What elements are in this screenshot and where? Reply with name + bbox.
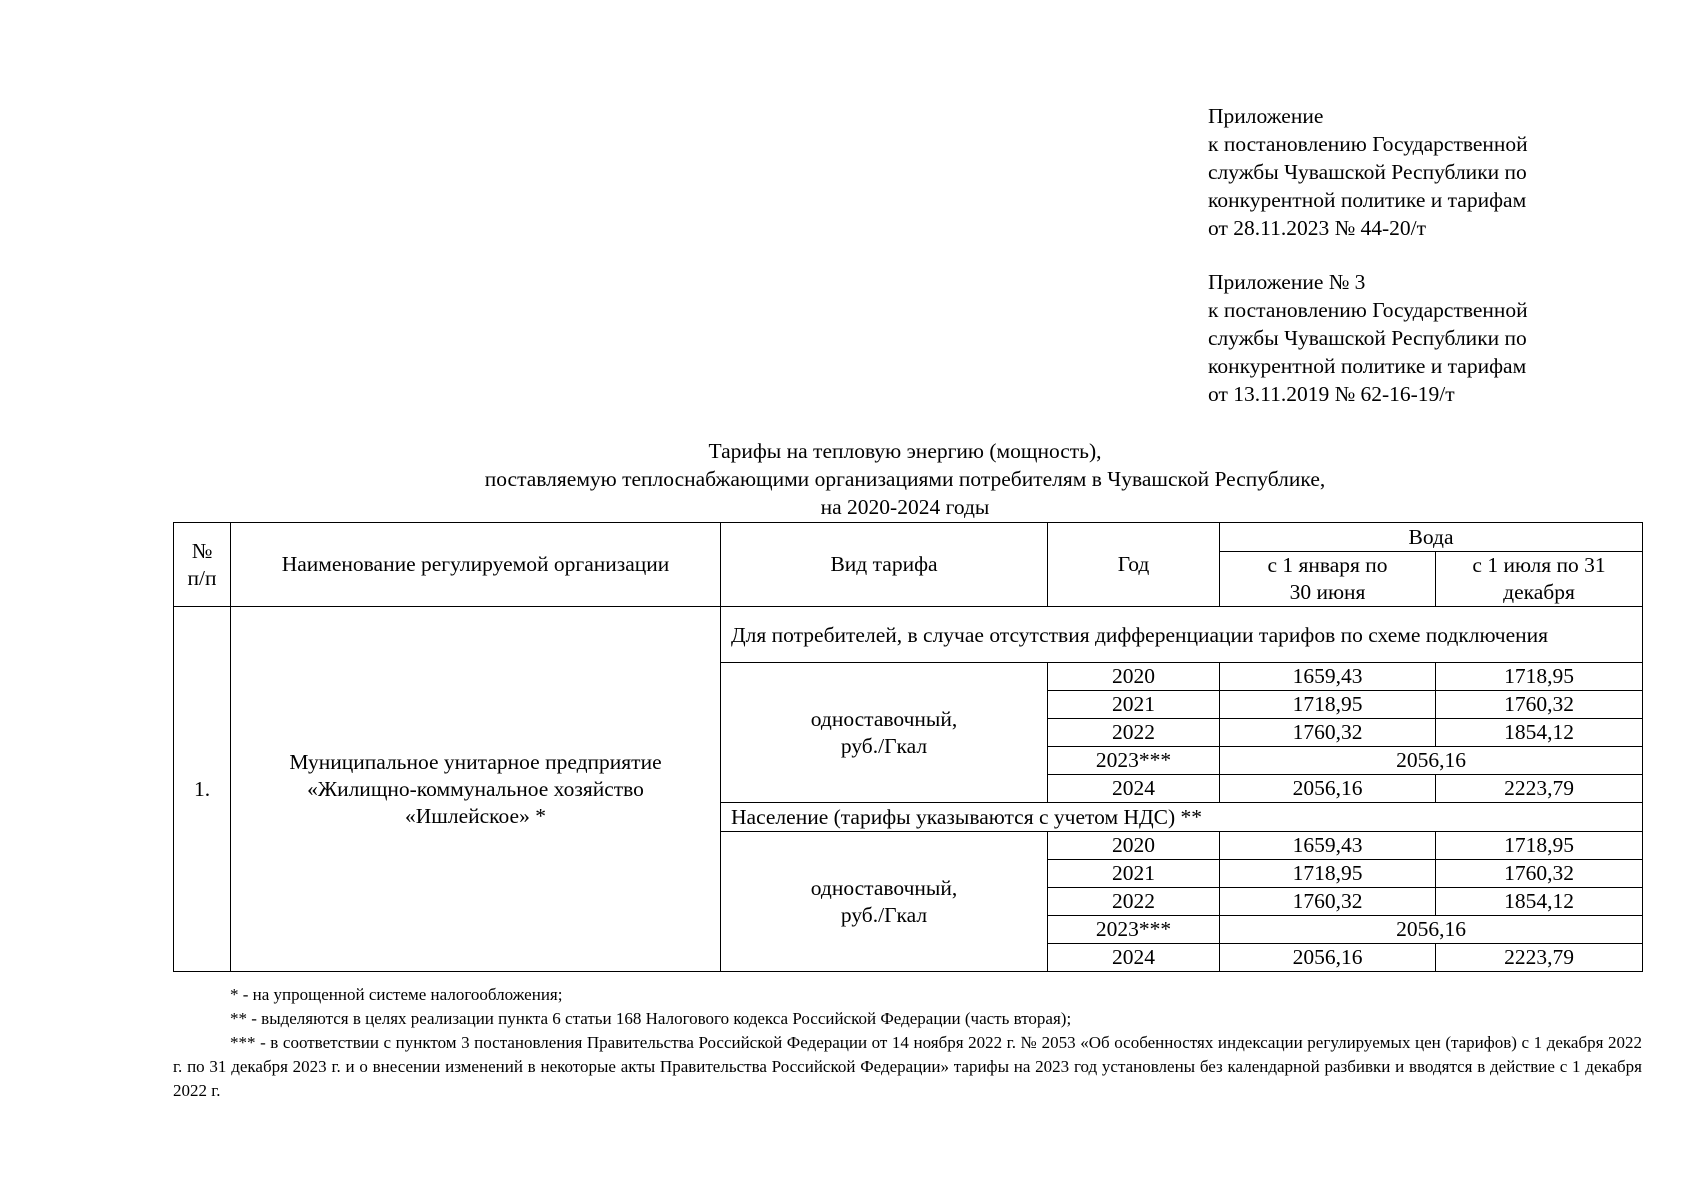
footnote: ** - выделяются в целях реализации пункта 6 статьи 168 Налогового кодекса Российской Федерации (часть вторая);	[230, 1009, 1072, 1028]
appendix-line: службы Чувашской Республики по	[1208, 160, 1527, 184]
tariff-type-cell: одноставочный, руб./Гкал	[721, 663, 1048, 803]
value-merged: 2056,16	[1220, 747, 1643, 775]
appendix-line: к постановлению Государственной	[1208, 298, 1528, 322]
footnote: * - на упрощенной системе налогообложения;	[230, 985, 563, 1004]
year-cell: 2021	[1048, 860, 1220, 888]
year-cell: 2021	[1048, 691, 1220, 719]
section-row	[174, 607, 1643, 663]
header-year: Год	[1048, 523, 1220, 607]
header-organization: Наименование регулируемой организации	[231, 523, 721, 607]
year-cell: 2020	[1048, 832, 1220, 860]
appendix-note-original	[1208, 268, 1528, 408]
header-tariff-type: Вид тарифа	[721, 523, 1048, 607]
organization-name: Муниципальное унитарное предприятие «Жилищно-коммунальное хозяйство «Ишлейское» *	[231, 607, 721, 972]
value-h2: 1760,32	[1436, 860, 1643, 888]
value-h2: 2223,79	[1436, 944, 1643, 972]
value-h1: 1718,95	[1220, 860, 1436, 888]
value-h2: 1760,32	[1436, 691, 1643, 719]
header-water: Вода	[1220, 523, 1643, 552]
document-title	[170, 437, 1640, 521]
footnotes	[173, 983, 1642, 1103]
tariff-type-cell: одноставочный, руб./Гкал	[721, 832, 1048, 972]
title-line: Тарифы на тепловую энергию (мощность),	[708, 439, 1102, 463]
value-h1: 1760,32	[1220, 719, 1436, 747]
value-h2: 1854,12	[1436, 888, 1643, 916]
footnote: *** - в соответствии с пунктом 3 постановления Правительства Российской Федерации от 14 ноября 2022 г. № 2053 «Об особенностях индексации регулируемых цен (тарифов) с 1 декабря 2022 г. по 31 декабря 2023 г. и о внесении изменений в некоторые акты Правительства Российской Федерации» тарифы на 2023 год установлены без календарной разбивки и вводятся в действие с 1 декабря 2022 г.	[173, 1033, 1642, 1100]
value-h2: 2223,79	[1436, 775, 1643, 803]
year-cell: 2024	[1048, 944, 1220, 972]
appendix-line: Приложение	[1208, 104, 1324, 128]
year-cell: 2023***	[1048, 916, 1220, 944]
value-h2: 1718,95	[1436, 832, 1643, 860]
year-cell: 2020	[1048, 663, 1220, 691]
value-h1: 1659,43	[1220, 663, 1436, 691]
year-cell: 2022	[1048, 719, 1220, 747]
tariff-table	[173, 522, 1643, 972]
value-h1: 1718,95	[1220, 691, 1436, 719]
appendix-line: к постановлению Государственной	[1208, 132, 1528, 156]
value-h1: 2056,16	[1220, 944, 1436, 972]
value-h2: 1854,12	[1436, 719, 1643, 747]
value-h2: 1718,95	[1436, 663, 1643, 691]
appendix-line: конкурентной политике и тарифам	[1208, 188, 1527, 212]
year-cell: 2024	[1048, 775, 1220, 803]
appendix-line: от 28.11.2023 № 44-20/т	[1208, 216, 1426, 240]
value-h1: 1659,43	[1220, 832, 1436, 860]
appendix-line: службы Чувашской Республики по	[1208, 326, 1527, 350]
section-title: Население (тарифы указываются с учетом НДС) **	[721, 803, 1643, 832]
appendix-line: Приложение № 3	[1208, 270, 1366, 294]
table-header-row	[174, 523, 1643, 552]
row-number: 1.	[174, 607, 231, 972]
title-line: на 2020-2024 годы	[820, 495, 990, 519]
value-merged: 2056,16	[1220, 916, 1643, 944]
header-number: № п/п	[174, 523, 231, 607]
year-cell: 2022	[1048, 888, 1220, 916]
title-line: поставляемую теплоснабжающими организациями потребителям в Чувашской Республике,	[484, 467, 1326, 491]
appendix-line: конкурентной политике и тарифам	[1208, 354, 1527, 378]
value-h1: 2056,16	[1220, 775, 1436, 803]
year-cell: 2023***	[1048, 747, 1220, 775]
appendix-note-current	[1208, 102, 1528, 242]
appendix-line: от 13.11.2019 № 62-16-19/т	[1208, 382, 1455, 406]
section-title: Для потребителей, в случае отсутствия дифференциации тарифов по схеме подключения	[721, 607, 1643, 663]
header-period-2: с 1 июля по 31 декабря	[1436, 552, 1643, 607]
header-period-1: с 1 января по 30 июня	[1220, 552, 1436, 607]
value-h1: 1760,32	[1220, 888, 1436, 916]
